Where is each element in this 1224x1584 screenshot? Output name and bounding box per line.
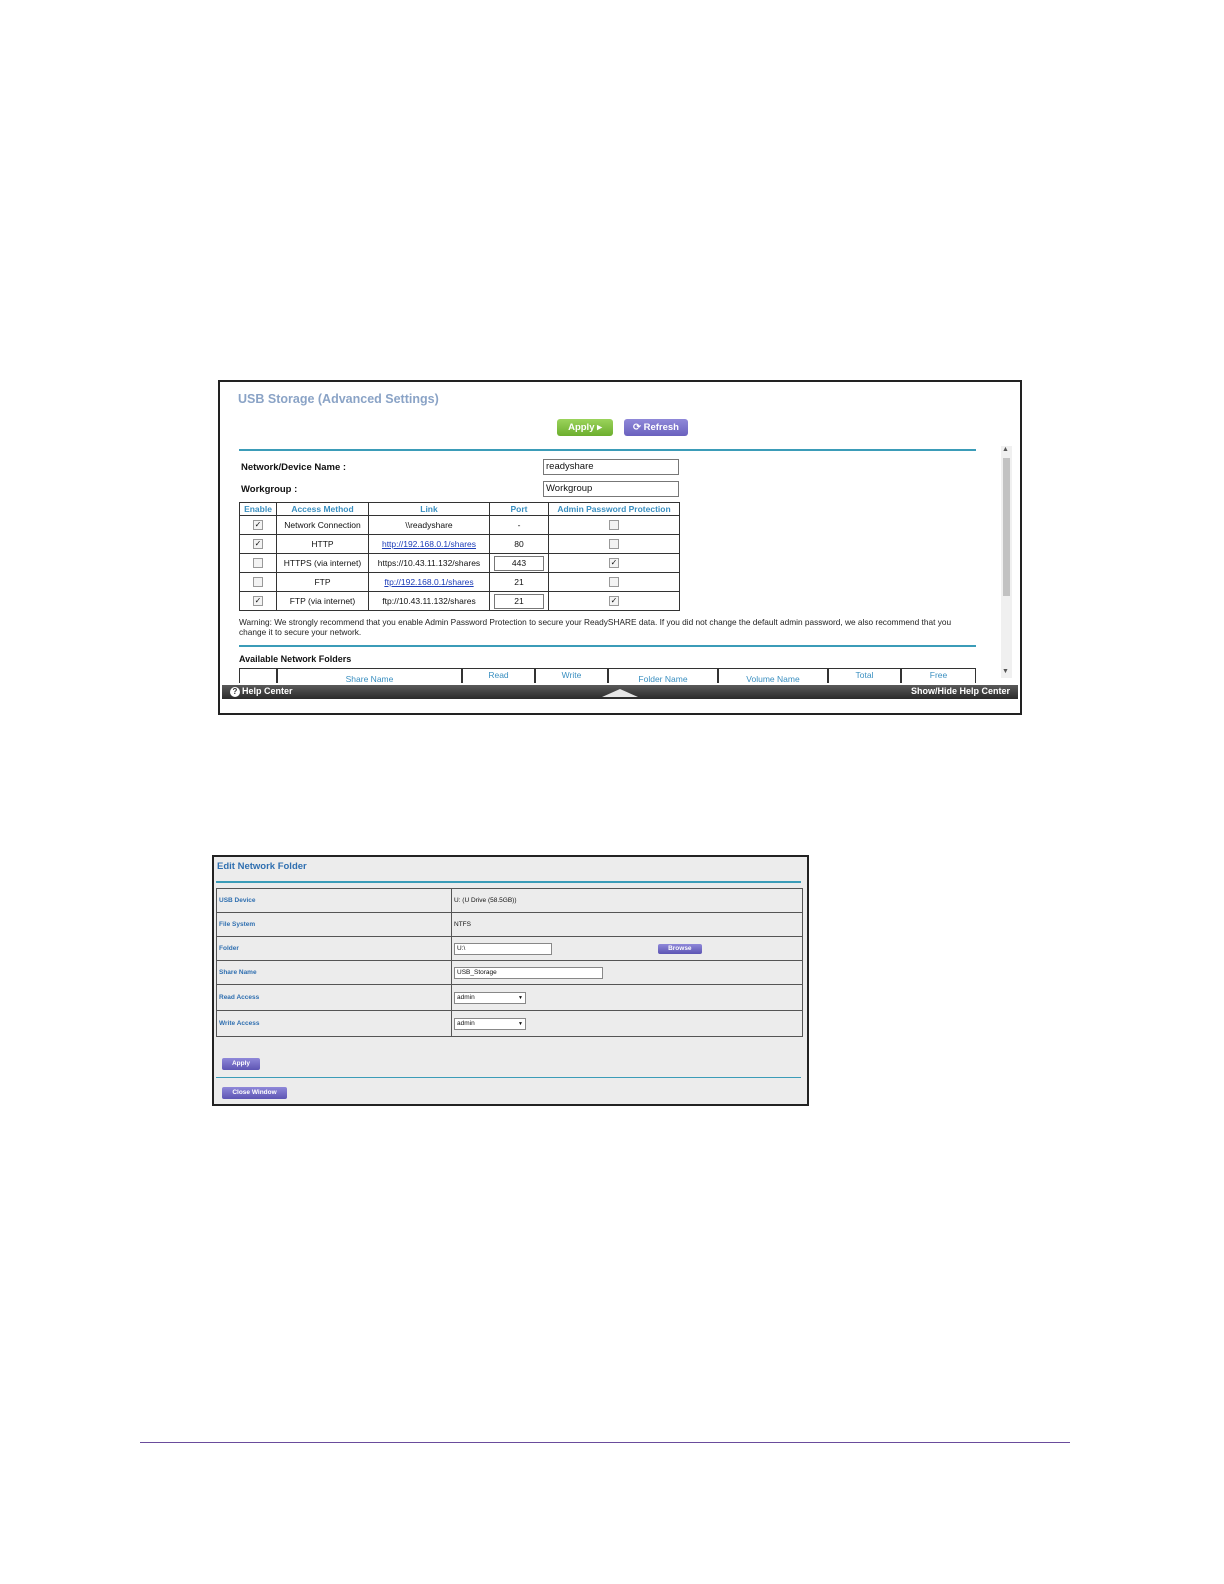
- device-name-input[interactable]: readyshare: [543, 459, 679, 475]
- port-cell: [490, 573, 549, 592]
- vertical-scrollbar[interactable]: [1001, 446, 1012, 678]
- read-access-cell: [452, 985, 803, 1011]
- folder-input[interactable]: U:\: [454, 943, 552, 955]
- admin-protect-cell: [549, 516, 680, 535]
- show-hide-help-center-link[interactable]: Show/Hide Help Center: [910, 686, 1010, 696]
- browse-button[interactable]: Browse: [658, 944, 702, 954]
- admin-protect-checkbox[interactable]: ✓: [610, 558, 618, 568]
- workgroup-label: Workgroup :: [241, 484, 298, 495]
- access-method-cell: FTP (via internet): [277, 592, 369, 611]
- share-link-text: https://10.43.11.132/shares: [377, 558, 481, 568]
- scrollbar-thumb[interactable]: [1003, 458, 1010, 596]
- usb-device-value: U: (U Drive (58.5GB)): [452, 889, 803, 913]
- admin-protect-cell: [549, 573, 680, 592]
- access-method-cell: HTTPS (via internet): [277, 554, 369, 573]
- enable-cell: [240, 573, 277, 592]
- help-center-bar: [222, 685, 1018, 699]
- port-cell: [490, 516, 549, 535]
- port-input[interactable]: 443: [494, 556, 544, 571]
- write-access-selected: admin: [457, 1019, 475, 1027]
- column-header: Link: [369, 503, 490, 516]
- share-name-input[interactable]: USB_Storage: [454, 967, 603, 979]
- file-system-value: NTFS: [452, 913, 803, 937]
- port-cell: [490, 535, 549, 554]
- divider: [239, 645, 976, 647]
- admin-protect-checkbox[interactable]: [609, 539, 619, 549]
- access-method-table: [239, 502, 680, 611]
- read-access-label: Read Access: [217, 985, 452, 1011]
- enable-checkbox[interactable]: [253, 577, 263, 587]
- admin-protect-cell: [549, 535, 680, 554]
- folder-label: Folder: [217, 937, 452, 961]
- folder-column-header: [239, 668, 277, 683]
- write-access-cell: [452, 1011, 803, 1037]
- table-row: [240, 516, 680, 535]
- share-link-text: ftp://10.43.11.132/shares: [382, 596, 476, 606]
- refresh-button[interactable]: ⟳ Refresh: [624, 419, 688, 436]
- table-row: [217, 889, 803, 913]
- folder-column-header: Folder Name: [608, 668, 718, 683]
- folder-column-header: Free: [901, 668, 976, 683]
- warning-text: Warning: We strongly recommend that you enable Admin Password Protection to secure your ReadySHARE data. If you did not change the default admin password, we also recommend that you change it to secure your network.: [239, 617, 952, 637]
- column-header: Enable: [240, 503, 277, 516]
- link-cell: [369, 592, 490, 611]
- access-method-cell: HTTP: [277, 535, 369, 554]
- port-value: 21: [514, 577, 524, 587]
- folder-column-header: Share Name: [277, 668, 462, 683]
- apply-button[interactable]: Apply ▸: [557, 419, 613, 436]
- help-center-label: Help Center: [242, 686, 293, 696]
- table-row: [217, 937, 803, 961]
- share-name-cell: [452, 961, 803, 985]
- help-center-toggle[interactable]: [230, 686, 293, 697]
- write-access-label: Write Access: [217, 1011, 452, 1037]
- access-method-cell: Network Connection: [277, 516, 369, 535]
- edit-network-folder-panel: [212, 855, 809, 1106]
- share-link[interactable]: ftp://192.168.0.1/shares: [384, 577, 474, 587]
- port-cell: [490, 592, 549, 611]
- page-footer-rule: [140, 1442, 1070, 1443]
- link-cell: [369, 535, 490, 554]
- usb-device-label: USB Device: [217, 889, 452, 913]
- enable-checkbox[interactable]: ✓: [254, 539, 262, 549]
- write-access-select[interactable]: [454, 1018, 526, 1030]
- enable-checkbox[interactable]: ✓: [254, 596, 262, 606]
- enable-checkbox[interactable]: [253, 558, 263, 568]
- file-system-label: File System: [217, 913, 452, 937]
- close-window-button[interactable]: Close Window: [222, 1087, 287, 1099]
- share-link-text: \\readyshare: [405, 520, 453, 530]
- link-cell: [369, 516, 490, 535]
- column-header: Port: [490, 503, 549, 516]
- port-value: -: [517, 520, 521, 530]
- chevron-down-icon: ▼: [518, 1020, 523, 1027]
- admin-protect-cell: [549, 592, 680, 611]
- table-row: [240, 592, 680, 611]
- page-title: USB Storage (Advanced Settings): [238, 392, 439, 406]
- port-value: 80: [514, 539, 524, 549]
- available-folders-heading: Available Network Folders: [239, 654, 352, 664]
- page-title: Edit Network Folder: [217, 861, 307, 872]
- expand-up-icon[interactable]: [602, 689, 638, 697]
- table-row: [240, 535, 680, 554]
- table-row: [217, 961, 803, 985]
- divider: [216, 1077, 801, 1078]
- enable-cell: [240, 554, 277, 573]
- table-row: [217, 913, 803, 937]
- admin-protect-checkbox[interactable]: [609, 520, 619, 530]
- link-cell: [369, 573, 490, 592]
- divider: [216, 881, 801, 883]
- device-name-label: Network/Device Name :: [241, 462, 347, 473]
- admin-protect-checkbox[interactable]: [609, 577, 619, 587]
- scroll-up-icon[interactable]: ▲: [1002, 446, 1009, 453]
- usb-storage-advanced-settings-panel: [218, 380, 1022, 715]
- admin-protect-cell: [549, 554, 680, 573]
- port-cell: [490, 554, 549, 573]
- scroll-down-icon[interactable]: ▼: [1002, 668, 1009, 675]
- table-row: [240, 573, 680, 592]
- enable-checkbox[interactable]: ✓: [254, 520, 262, 530]
- link-cell: [369, 554, 490, 573]
- folder-column-header: Read: [462, 668, 535, 683]
- table-row: [217, 985, 803, 1011]
- enable-cell: [240, 535, 277, 554]
- folder-column-header: Volume Name: [718, 668, 828, 683]
- table-row: [240, 554, 680, 573]
- table-row: [217, 1011, 803, 1037]
- port-input[interactable]: 21: [494, 594, 544, 609]
- chevron-down-icon: ▼: [518, 994, 523, 1001]
- column-header: Access Method: [277, 503, 369, 516]
- share-name-label: Share Name: [217, 961, 452, 985]
- workgroup-input[interactable]: Workgroup: [543, 481, 679, 497]
- help-icon: ?: [230, 687, 240, 697]
- read-access-selected: admin: [457, 993, 475, 1001]
- share-link[interactable]: http://192.168.0.1/shares: [381, 539, 477, 549]
- folder-column-header: Total: [828, 668, 901, 683]
- folder-cell: [452, 937, 803, 961]
- access-method-cell: FTP: [277, 573, 369, 592]
- enable-cell: [240, 516, 277, 535]
- admin-protect-checkbox[interactable]: ✓: [610, 596, 618, 606]
- divider: [239, 449, 976, 451]
- edit-folder-table: [216, 888, 803, 1037]
- folder-column-header: Write: [535, 668, 608, 683]
- apply-button[interactable]: Apply: [222, 1058, 260, 1070]
- read-access-select[interactable]: [454, 992, 526, 1004]
- enable-cell: [240, 592, 277, 611]
- column-header: Admin Password Protection: [549, 503, 680, 516]
